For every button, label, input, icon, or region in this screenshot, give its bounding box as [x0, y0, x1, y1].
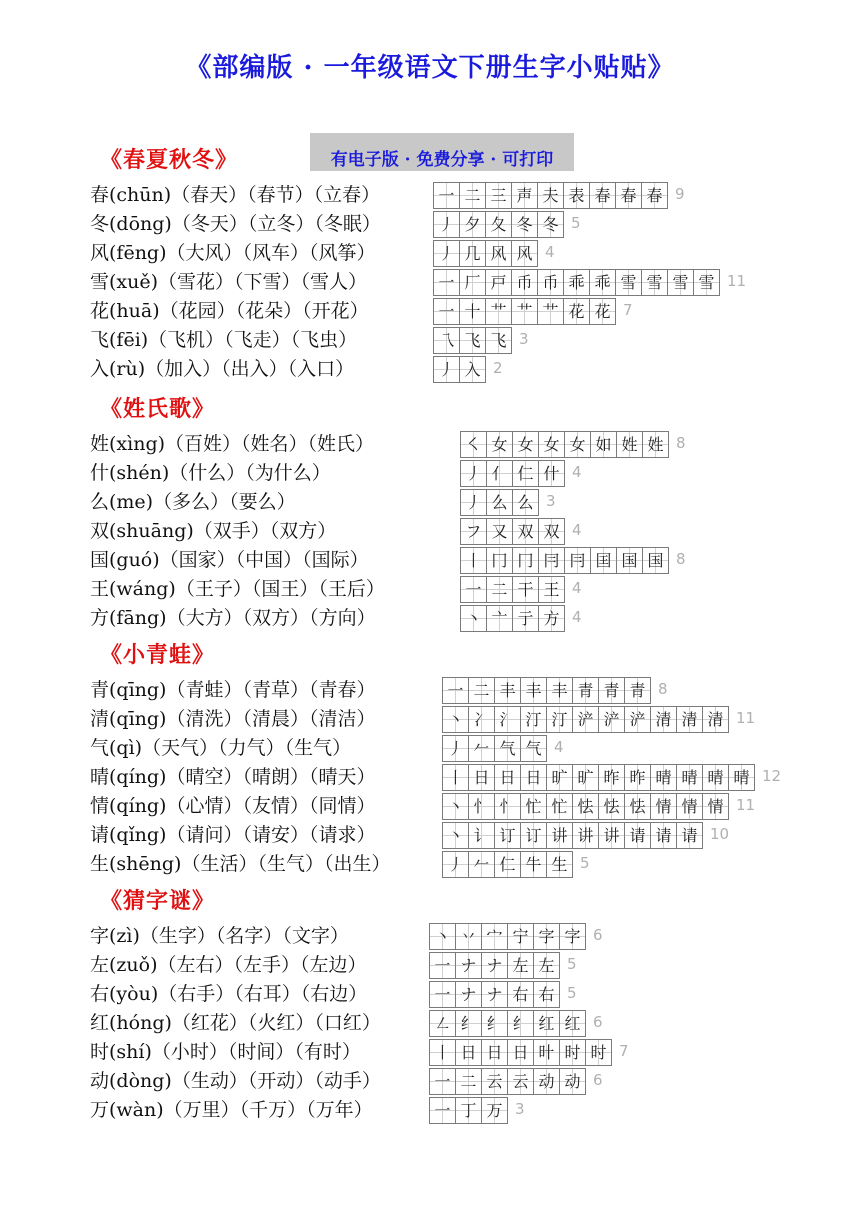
stroke-cell: 情 [703, 794, 729, 819]
stroke-cell: 请 [651, 823, 677, 848]
stroke-cell: 忙 [547, 794, 573, 819]
stroke-cell: 晴 [677, 765, 703, 790]
stroke-cell: 冫 [469, 707, 495, 732]
stroke-cell: 云 [508, 1069, 534, 1094]
stroke-cell: 乖 [590, 270, 616, 295]
stroke-cell: 亠 [487, 606, 513, 631]
stroke-cell: 币 [512, 270, 538, 295]
stroke-cell: 一 [430, 982, 456, 1007]
stroke-order-grid [429, 1039, 612, 1066]
character-phrases: 入(rù)（加入）（出入）（入口） [90, 358, 355, 380]
stroke-order-grid [433, 298, 616, 325]
stroke-cell: 时 [560, 1040, 586, 1065]
stroke-count: 7 [619, 1042, 629, 1060]
stroke-order-grid [433, 211, 564, 238]
stroke-cell: 晴 [703, 765, 729, 790]
character-phrases: 左(zuǒ)（左右）（左手）（左边） [90, 954, 367, 976]
stroke-cell: 丿 [443, 736, 469, 761]
stroke-cell: 丿 [434, 212, 460, 237]
stroke-cell: 二 [460, 183, 486, 208]
stroke-cell: 丨 [430, 1040, 456, 1065]
character-phrases: 红(hóng)（红花）（火红）（口红） [90, 1012, 381, 1034]
stroke-count: 6 [593, 1071, 603, 1089]
stroke-cell: 冬 [512, 212, 538, 237]
stroke-order-grid [442, 851, 573, 878]
stroke-cell: 怯 [599, 794, 625, 819]
stroke-cell: 二 [469, 678, 495, 703]
stroke-cell: 几 [460, 241, 486, 266]
stroke-count: 4 [572, 521, 582, 539]
stroke-cell: 丿 [461, 461, 487, 486]
stroke-cell: 纟 [508, 1011, 534, 1036]
stroke-cell: 丿 [461, 490, 487, 515]
character-phrases: 字(zì)（生字）（名字）（文字） [90, 925, 349, 947]
stroke-cell: 一 [434, 183, 460, 208]
character-phrases: 么(me)（多么）（要么） [90, 491, 296, 513]
stroke-cell: 春 [642, 183, 668, 208]
character-phrases: 右(yòu)（右手）（右耳）（右边） [90, 983, 368, 1005]
stroke-cell: 双 [539, 519, 565, 544]
stroke-cell: 雪 [616, 270, 642, 295]
stroke-cell: 风 [512, 241, 538, 266]
character-phrases: 时(shí)（小时）（时间）（有时） [90, 1041, 361, 1063]
stroke-cell: 女 [539, 432, 565, 457]
stroke-cell: 时 [586, 1040, 612, 1065]
stroke-cell: 丁 [456, 1098, 482, 1123]
character-phrases: 春(chūn)（春天）（春节）（立春） [90, 184, 381, 206]
stroke-cell: 飞 [460, 328, 486, 353]
character-phrases: 青(qīng)（青蛙）（青草）（青春） [90, 679, 376, 701]
stroke-cell: 气 [495, 736, 521, 761]
stroke-order-grid [460, 431, 669, 458]
stroke-cell: 丰 [547, 678, 573, 703]
stroke-cell: 忄 [495, 794, 521, 819]
stroke-cell: 讲 [547, 823, 573, 848]
stroke-cell: 请 [677, 823, 703, 848]
stroke-cell: 厂 [460, 270, 486, 295]
stroke-order-grid [442, 764, 755, 791]
stroke-order-grid [429, 1010, 586, 1037]
stroke-cell: 青 [573, 678, 599, 703]
stroke-cell: 怯 [625, 794, 651, 819]
stroke-count: 12 [762, 767, 782, 785]
stroke-cell: 忙 [521, 794, 547, 819]
stroke-order-grid [429, 1097, 508, 1124]
stroke-order-grid [460, 460, 565, 487]
stroke-cell: 右 [534, 982, 560, 1007]
stroke-cell: 丶 [443, 794, 469, 819]
character-phrases: 雪(xuě)（雪花）（下雪）（雪人） [90, 271, 368, 293]
stroke-cell: 红 [534, 1011, 560, 1036]
stroke-cell: 币 [538, 270, 564, 295]
stroke-cell: 丶 [443, 707, 469, 732]
stroke-cell: 一 [430, 1098, 456, 1123]
stroke-cell: 纟 [456, 1011, 482, 1036]
stroke-cell: 动 [534, 1069, 560, 1094]
stroke-count: 7 [623, 301, 633, 319]
stroke-cell: 日 [469, 765, 495, 790]
stroke-cell: 干 [513, 577, 539, 602]
stroke-cell: 清 [651, 707, 677, 732]
stroke-cell: 冬 [538, 212, 564, 237]
stroke-cell: 姓 [643, 432, 669, 457]
stroke-order-grid [433, 240, 538, 267]
stroke-cell: 一 [461, 577, 487, 602]
stroke-cell: 情 [651, 794, 677, 819]
stroke-count: 4 [545, 243, 555, 261]
stroke-cell: 宁 [508, 924, 534, 949]
stroke-cell: 双 [513, 519, 539, 544]
character-phrases: 晴(qíng)（晴空）（晴朗）（晴天） [90, 766, 376, 788]
stroke-count: 11 [736, 796, 756, 814]
stroke-order-grid [433, 356, 486, 383]
stroke-cell: 晴 [729, 765, 755, 790]
character-phrases: 气(qì)（天气）（力气）（生气） [90, 737, 352, 759]
stroke-cell: 旪 [534, 1040, 560, 1065]
stroke-order-grid [429, 952, 560, 979]
stroke-cell: 红 [560, 1011, 586, 1036]
stroke-cell: 声 [512, 183, 538, 208]
character-phrases: 花(huā)（花园）（花朵）（开花） [90, 300, 369, 322]
stroke-cell: 冂 [487, 548, 513, 573]
stroke-cell: 请 [625, 823, 651, 848]
stroke-cell: 艹 [486, 299, 512, 324]
stroke-cell: ナ [482, 982, 508, 1007]
stroke-cell: 丰 [521, 678, 547, 703]
stroke-count: 5 [567, 984, 577, 1002]
stroke-order-grid [433, 269, 720, 296]
stroke-cell: ナ [456, 953, 482, 978]
character-phrases: 飞(fēi)（飞机）（飞走）（飞虫） [90, 329, 358, 351]
character-phrases: 请(qǐng)（请问）（请安）（请求） [90, 824, 376, 846]
stroke-count: 3 [546, 492, 556, 510]
stroke-order-grid [460, 489, 539, 516]
stroke-cell: 二 [456, 1069, 482, 1094]
stroke-cell: 讲 [573, 823, 599, 848]
stroke-cell: 花 [590, 299, 616, 324]
stroke-cell: 二 [487, 577, 513, 602]
stroke-cell: 女 [513, 432, 539, 457]
stroke-cell: 雪 [694, 270, 720, 295]
character-phrases: 动(dòng)（生动）（开动）（动手） [90, 1070, 381, 1092]
stroke-cell: 十 [460, 299, 486, 324]
stroke-cell: 日 [482, 1040, 508, 1065]
stroke-cell: 艹 [512, 299, 538, 324]
stroke-cell: 国 [617, 548, 643, 573]
stroke-cell: 么 [487, 490, 513, 515]
stroke-cell: 青 [599, 678, 625, 703]
stroke-cell: 如 [591, 432, 617, 457]
stroke-cell: 青 [625, 678, 651, 703]
stroke-count: 3 [515, 1100, 525, 1118]
stroke-cell: 动 [560, 1069, 586, 1094]
stroke-count: 2 [493, 359, 503, 377]
stroke-cell: 清 [677, 707, 703, 732]
character-phrases: 风(fēng)（大风）（风车）（风筝） [90, 242, 376, 264]
stroke-order-grid [429, 1068, 586, 1095]
stroke-cell: 丨 [443, 765, 469, 790]
stroke-count: 4 [572, 463, 582, 481]
stroke-cell: 女 [487, 432, 513, 457]
stroke-cell: 花 [564, 299, 590, 324]
stroke-cell: 国 [643, 548, 669, 573]
stroke-cell: 氵 [495, 707, 521, 732]
stroke-cell: 姓 [617, 432, 643, 457]
section-title: 《猜字谜》 [100, 888, 216, 914]
stroke-order-grid [460, 518, 565, 545]
stroke-cell: 汀 [521, 707, 547, 732]
stroke-cell: 夂 [486, 212, 512, 237]
stroke-count: 6 [593, 1013, 603, 1031]
stroke-cell: 万 [482, 1098, 508, 1123]
stroke-order-grid [442, 735, 547, 762]
stroke-order-grid [442, 822, 703, 849]
stroke-cell: 风 [486, 241, 512, 266]
stroke-cell: 一 [434, 299, 460, 324]
stroke-cell: 什 [539, 461, 565, 486]
stroke-cell: 纟 [482, 1011, 508, 1036]
stroke-count: 11 [727, 272, 747, 290]
stroke-cell: 云 [482, 1069, 508, 1094]
stroke-cell: 日 [495, 765, 521, 790]
stroke-count: 9 [675, 185, 685, 203]
stroke-cell: 亍 [513, 606, 539, 631]
stroke-count: 6 [593, 926, 603, 944]
stroke-order-grid [442, 677, 651, 704]
stroke-cell: ㇜ [430, 1011, 456, 1036]
character-phrases: 双(shuāng)（双手）（双方） [90, 520, 337, 542]
stroke-cell: 丰 [495, 678, 521, 703]
stroke-cell: 订 [521, 823, 547, 848]
stroke-count: 8 [676, 434, 686, 452]
stroke-cell: 丷 [456, 924, 482, 949]
stroke-cell: 日 [508, 1040, 534, 1065]
stroke-cell: 乖 [564, 270, 590, 295]
stroke-cell: 宀 [482, 924, 508, 949]
stroke-cell: 亻 [487, 461, 513, 486]
character-phrases: 情(qíng)（心情）（友情）（同情） [90, 795, 376, 817]
stroke-cell: 表 [564, 183, 590, 208]
stroke-count: 5 [567, 955, 577, 973]
character-phrases: 什(shén)（什么）（为什么） [90, 462, 331, 484]
stroke-order-grid [460, 576, 565, 603]
stroke-cell: 晴 [651, 765, 677, 790]
stroke-cell: 一 [443, 678, 469, 703]
stroke-cell: 日 [456, 1040, 482, 1065]
stroke-order-grid [460, 605, 565, 632]
share-banner: 有电子版 · 免费分享 · 可打印 [310, 133, 574, 171]
stroke-cell: 左 [534, 953, 560, 978]
stroke-cell: 昨 [625, 765, 651, 790]
section-title: 《小青蛙》 [100, 642, 216, 668]
stroke-cell: 女 [565, 432, 591, 457]
stroke-cell: 丿 [434, 241, 460, 266]
stroke-cell: 日 [521, 765, 547, 790]
stroke-cell: 右 [508, 982, 534, 1007]
stroke-cell: 又 [487, 519, 513, 544]
character-phrases: 冬(dōng)（冬天）（立冬）（冬眠） [90, 213, 381, 235]
stroke-cell: 旷 [547, 765, 573, 790]
character-phrases: 方(fāng)（大方）（双方）（方向） [90, 607, 376, 629]
stroke-count: 10 [710, 825, 730, 843]
stroke-cell: 旷 [573, 765, 599, 790]
character-phrases: 王(wáng)（王子）（国王）（王后） [90, 578, 385, 600]
stroke-count: 5 [580, 854, 590, 872]
stroke-order-grid [429, 981, 560, 1008]
stroke-cell: フ [461, 519, 487, 544]
stroke-cell: 丶 [443, 823, 469, 848]
stroke-count: 3 [519, 330, 529, 348]
page-title: 《部编版 · 一年级语文下册生字小贴贴》 [185, 53, 675, 83]
stroke-cell: 怯 [573, 794, 599, 819]
stroke-count: 4 [554, 738, 564, 756]
stroke-order-grid [460, 547, 669, 574]
character-phrases: 姓(xìng)（百姓）（姓名）（姓氏） [90, 433, 375, 455]
stroke-cell: 入 [460, 357, 486, 382]
stroke-cell: 仁 [513, 461, 539, 486]
stroke-cell: 方 [539, 606, 565, 631]
stroke-cell: 冂 [513, 548, 539, 573]
stroke-cell: 忄 [469, 794, 495, 819]
character-phrases: 国(guó)（国家）（中国）（国际） [90, 549, 369, 571]
stroke-cell: 牛 [521, 852, 547, 877]
stroke-cell: 囯 [591, 548, 617, 573]
stroke-cell: 春 [616, 183, 642, 208]
stroke-cell: 丿 [434, 357, 460, 382]
stroke-cell: 一 [430, 1069, 456, 1094]
stroke-order-grid [433, 182, 668, 209]
stroke-count: 8 [676, 550, 686, 568]
stroke-cell: 雪 [642, 270, 668, 295]
stroke-cell: 丶 [430, 924, 456, 949]
character-phrases: 清(qīng)（清洗）（清晨）（清洁） [90, 708, 376, 730]
stroke-cell: 清 [703, 707, 729, 732]
stroke-cell: 汀 [547, 707, 573, 732]
stroke-cell: 浐 [625, 707, 651, 732]
stroke-cell: ㇛ [461, 432, 487, 457]
stroke-count: 5 [571, 214, 581, 232]
stroke-cell: 字 [560, 924, 586, 949]
stroke-cell: 艹 [538, 299, 564, 324]
stroke-cell: 夫 [538, 183, 564, 208]
stroke-order-grid [429, 923, 586, 950]
stroke-cell: 么 [513, 490, 539, 515]
stroke-cell: 王 [539, 577, 565, 602]
stroke-cell: 一 [430, 953, 456, 978]
stroke-cell: 生 [547, 852, 573, 877]
stroke-cell: 𠂉 [469, 736, 495, 761]
stroke-cell: 讲 [599, 823, 625, 848]
stroke-cell: 丨 [461, 548, 487, 573]
stroke-cell: 三 [486, 183, 512, 208]
stroke-order-grid [433, 327, 512, 354]
stroke-cell: 浐 [573, 707, 599, 732]
stroke-order-grid [442, 793, 729, 820]
stroke-count: 4 [572, 608, 582, 626]
stroke-cell: 仁 [495, 852, 521, 877]
stroke-count: 4 [572, 579, 582, 597]
stroke-count: 11 [736, 709, 756, 727]
stroke-cell: 冃 [565, 548, 591, 573]
stroke-order-grid [442, 706, 729, 733]
stroke-cell: 夕 [460, 212, 486, 237]
stroke-cell: 丿 [443, 852, 469, 877]
stroke-cell: 𠂉 [469, 852, 495, 877]
stroke-cell: 左 [508, 953, 534, 978]
stroke-count: 8 [658, 680, 668, 698]
stroke-cell: 字 [534, 924, 560, 949]
stroke-cell: 冃 [539, 548, 565, 573]
stroke-cell: 浐 [599, 707, 625, 732]
character-phrases: 生(shēng)（生活）（生气）（出生） [90, 853, 391, 875]
section-title: 《姓氏歌》 [100, 396, 216, 422]
character-phrases: 万(wàn)（万里）（千万）（万年） [90, 1099, 373, 1121]
stroke-cell: 春 [590, 183, 616, 208]
stroke-cell: 情 [677, 794, 703, 819]
section-title: 《春夏秋冬》 [100, 147, 239, 173]
stroke-cell: 气 [521, 736, 547, 761]
stroke-cell: 戸 [486, 270, 512, 295]
stroke-cell: ナ [456, 982, 482, 1007]
stroke-cell: 雪 [668, 270, 694, 295]
stroke-cell: 讠 [469, 823, 495, 848]
stroke-cell: 昨 [599, 765, 625, 790]
stroke-cell: 丶 [461, 606, 487, 631]
stroke-cell: 订 [495, 823, 521, 848]
stroke-cell: 飞 [486, 328, 512, 353]
stroke-cell: ナ [482, 953, 508, 978]
stroke-cell: 一 [434, 270, 460, 295]
stroke-cell: 乁 [434, 328, 460, 353]
